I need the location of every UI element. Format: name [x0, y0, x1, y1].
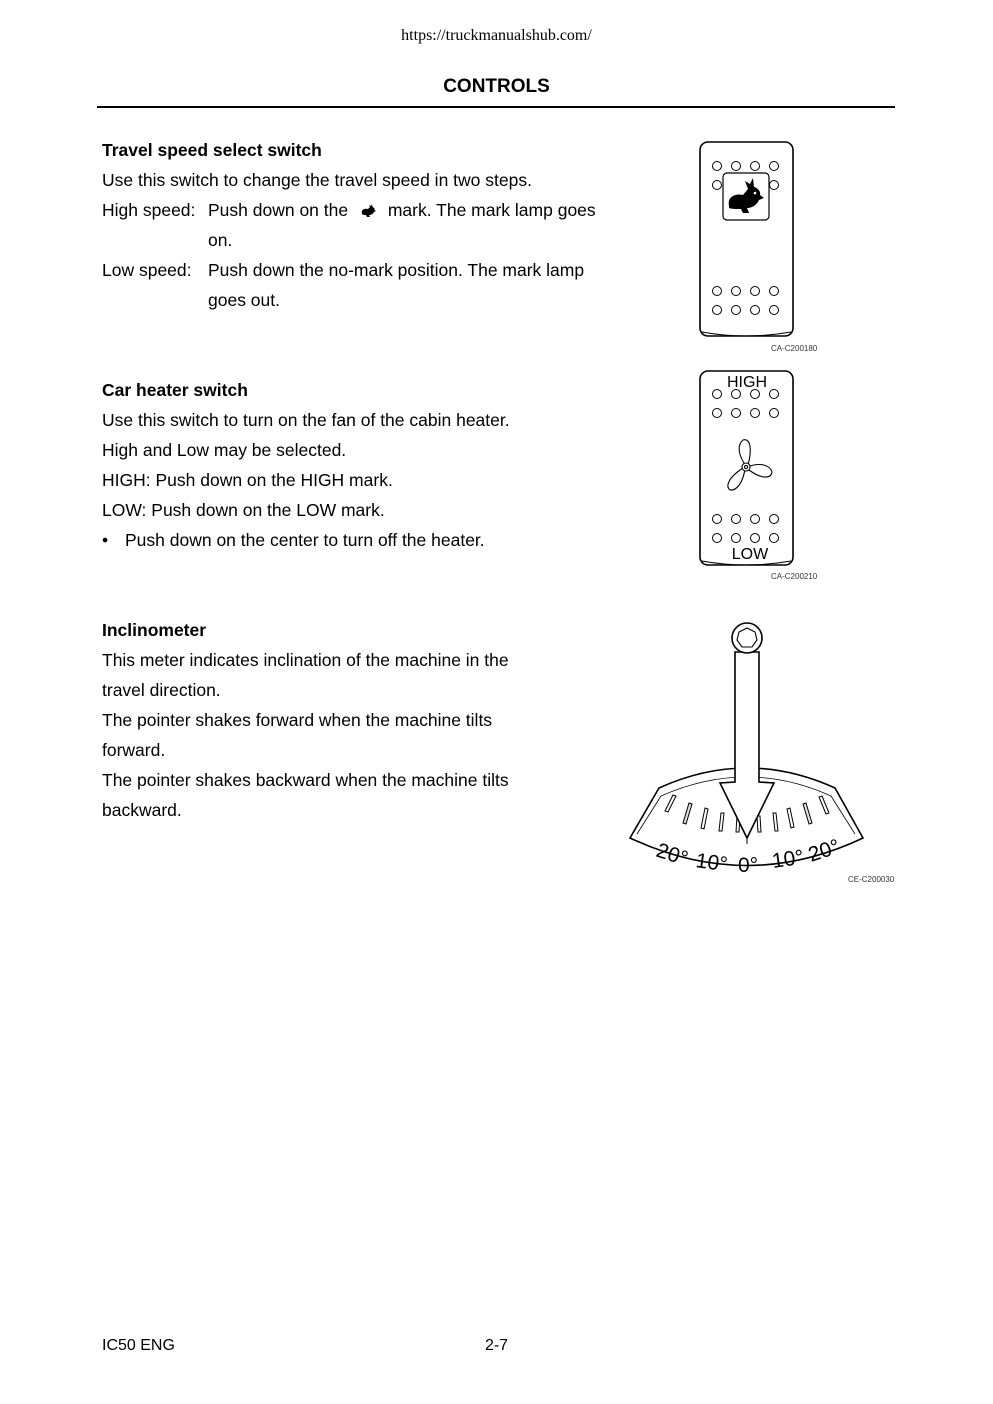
scale-label: 10°	[694, 849, 729, 877]
scale-label: 20°	[653, 838, 691, 871]
car-heater-section	[102, 375, 622, 555]
footer-model: IC50 ENG	[102, 1337, 175, 1354]
section-line: High and Low may be selected.	[102, 440, 347, 460]
page-title: CONTROLS	[443, 76, 550, 97]
car-heater-switch-figure	[698, 369, 828, 584]
scale-label: 0°	[738, 854, 759, 877]
page-number: 2-7	[484, 1337, 509, 1354]
section-heading: Car heater switch	[102, 380, 248, 400]
figure-code: CE-C200030	[848, 875, 895, 884]
travel-speed-section	[102, 135, 622, 315]
high-speed-text-before: Push down on the	[208, 200, 349, 220]
section-heading: Travel speed select switch	[102, 140, 322, 160]
low-speed-row	[102, 255, 622, 315]
section-line: HIGH: Push down on the HIGH mark.	[102, 470, 393, 490]
bullet-mark: •	[102, 530, 109, 550]
section-line: This meter indicates inclination of the machine in the travel direction.	[102, 650, 509, 700]
header-rule	[97, 106, 895, 108]
high-speed-text-after: mark. The mark lamp goes on.	[208, 200, 596, 250]
high-speed-text	[208, 195, 622, 255]
low-speed-label: Low speed:	[102, 260, 192, 280]
section-line: The pointer shakes backward when the machine tilts backward.	[102, 770, 509, 820]
rabbit-icon	[359, 204, 377, 218]
inclinometer-figure	[625, 618, 905, 888]
section-line: Use this switch to turn on the fan of the cabin heater.	[102, 410, 510, 430]
section-line: The pointer shakes forward when the machine tilts forward.	[102, 710, 493, 760]
section-heading: Inclinometer	[102, 620, 207, 640]
low-label: LOW	[731, 546, 769, 563]
high-speed-row	[102, 195, 622, 255]
section-line: LOW: Push down on the LOW mark.	[102, 500, 385, 520]
figure-code: CA-C200180	[771, 344, 818, 353]
scale-label: 20°	[805, 835, 843, 867]
inclinometer-section	[102, 615, 552, 825]
high-speed-label: High speed:	[102, 200, 196, 220]
bullet-item	[102, 525, 622, 555]
source-url: https://truckmanualshub.com/	[401, 27, 592, 44]
high-label: HIGH	[727, 374, 767, 391]
travel-speed-switch-figure	[698, 140, 828, 355]
section-intro: Use this switch to change the travel speed in two steps.	[102, 170, 532, 190]
scale-label: 10°	[770, 845, 806, 873]
figure-code: CA-C200210	[771, 572, 818, 581]
bullet-text: Push down on the center to turn off the heater.	[125, 530, 485, 550]
low-speed-text: Push down the no-mark position. The mark lamp goes out.	[208, 260, 585, 310]
